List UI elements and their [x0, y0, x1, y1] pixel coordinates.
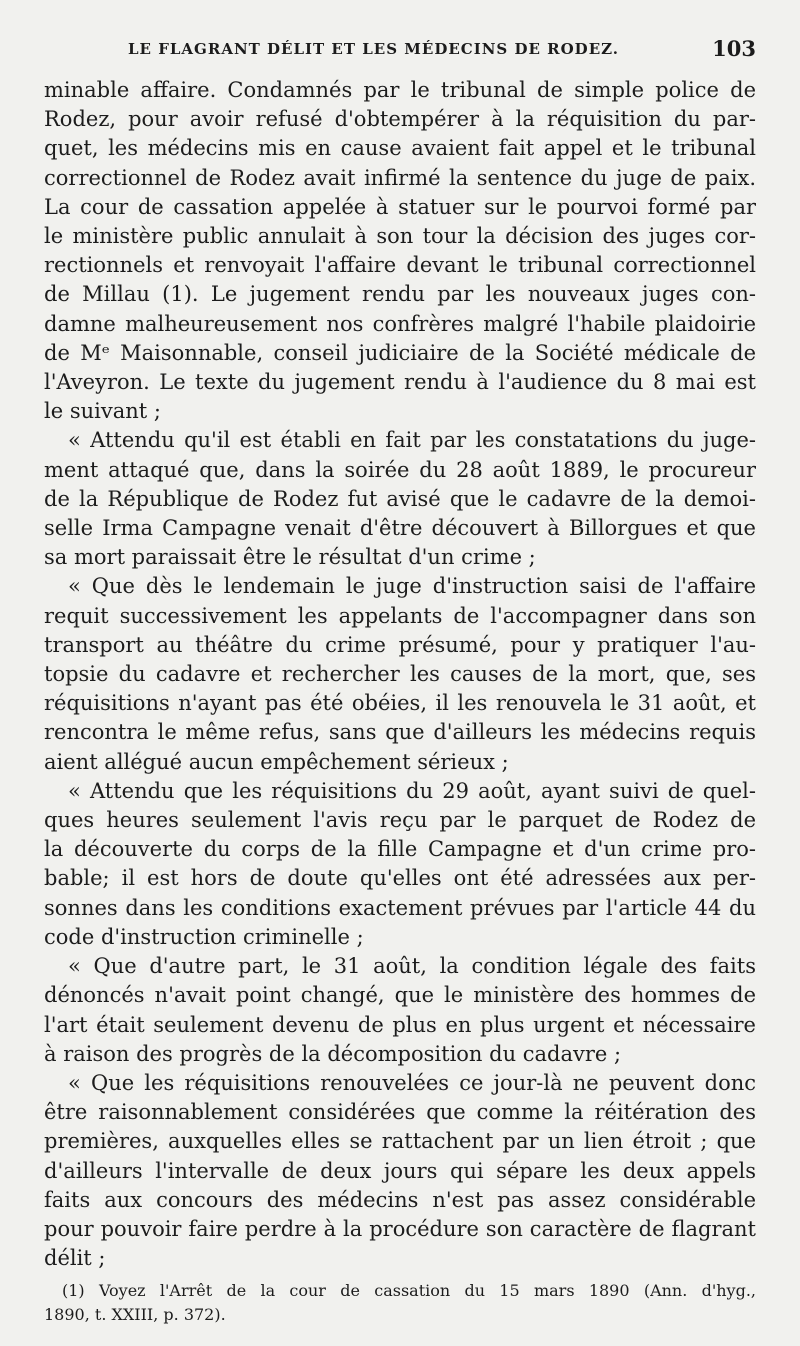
text-line: à raison des progrès de la décomposition du cadavre ; — [44, 1041, 622, 1066]
text-line: quet, les médecins mis en cause avaient fait appel et le tribunal — [44, 136, 756, 161]
text-line: ques heures seulement l'avis reçu par le parquet de Rodez de — [44, 808, 756, 833]
text-line: d'ailleurs l'intervalle de deux jours qui sépare les deux appels — [44, 1158, 756, 1183]
text-line: « Attendu que les réquisitions du 29 août, ayant suivi de quel- — [68, 778, 756, 803]
text-line: rencontra le même refus, sans que d'ailleurs les médecins requis — [44, 720, 756, 745]
text-line: de Millau (1). Le jugement rendu par les nouveaux juges con- — [44, 282, 756, 307]
text-line: faits aux concours des médecins n'est pas assez considérable — [44, 1187, 756, 1212]
text-line: délit ; — [44, 1246, 106, 1271]
text-line: sa mort paraissait être le résultat d'un crime ; — [44, 545, 536, 570]
footnote-line: 1890, t. XXIII, p. 372). — [44, 1305, 226, 1325]
text-line: bable; il est hors de doute qu'elles ont été adressées aux per- — [44, 866, 756, 891]
text-line: damne malheureusement nos confrères malgré l'habile plaidoirie — [44, 311, 756, 336]
text-line: la découverte du corps de la fille Campagne et d'un crime pro- — [44, 837, 756, 862]
text-line: code d'instruction criminelle ; — [44, 924, 364, 949]
text-line: aient allégué aucun empêchement sérieux ; — [44, 749, 509, 774]
text-line: de la République de Rodez fut avisé que le cadavre de la demoi- — [44, 486, 756, 511]
text-line: de Mᵉ Maisonnable, conseil judiciaire de la Société médicale de — [44, 340, 756, 365]
footnote — [44, 1279, 756, 1327]
running-title: LE FLAGRANT DÉLIT ET LES MÉDECINS DE RODEZ. — [128, 40, 620, 58]
text-line: l'Aveyron. Le texte du jugement rendu à l'audience du 8 mai est — [44, 370, 756, 395]
text-line: le suivant ; — [44, 399, 161, 424]
text-line: selle Irma Campagne venait d'être découvert à Billorgues et que — [44, 516, 756, 541]
text-line: sonnes dans les conditions exactement prévues par l'article 44 du — [44, 895, 756, 920]
text-line: « Que d'autre part, le 31 août, la condition légale des faits — [68, 954, 756, 979]
text-line: pour pouvoir faire perdre à la procédure son caractère de flagrant — [44, 1216, 756, 1241]
footnote-line: (1) Voyez l'Arrêt de la cour de cassation du 15 mars 1890 (Ann. d'hyg., — [62, 1281, 756, 1301]
page-header — [56, 36, 756, 76]
text-line: ment attaqué que, dans la soirée du 28 août 1889, le procureur — [44, 457, 756, 482]
text-line: « Attendu qu'il est établi en fait par les constatations du juge- — [68, 428, 756, 453]
page-number: 103 — [712, 36, 756, 61]
text-line: requit successivement les appelants de l'accompagner dans son — [44, 603, 756, 628]
text-line: « Que dès le lendemain le juge d'instruction saisi de l'affaire — [68, 574, 756, 599]
text-line: rectionnels et renvoyait l'affaire devant le tribunal correctionnel — [44, 253, 756, 278]
text-line: transport au théâtre du crime présumé, pour y pratiquer l'au- — [44, 632, 756, 657]
text-line: topsie du cadavre et rechercher les causes de la mort, que, ses — [44, 662, 756, 687]
text-line: premières, auxquelles elles se rattachent par un lien étroit ; que — [44, 1129, 756, 1154]
text-line: le ministère public annulait à son tour la décision des juges cor- — [44, 224, 756, 249]
text-line: réquisitions n'ayant pas été obéies, il les renouvela le 31 août, et — [44, 691, 756, 716]
text-line: Rodez, pour avoir refusé d'obtempérer à la réquisition du par- — [44, 107, 756, 132]
text-line: correctionnel de Rodez avait infirmé la sentence du juge de paix. — [44, 165, 756, 190]
text-line: « Que les réquisitions renouvelées ce jour-là ne peuvent donc — [68, 1070, 756, 1095]
body-text — [44, 76, 756, 1273]
text-line: minable affaire. Condamnés par le tribunal de simple police de — [44, 78, 756, 102]
text-line: La cour de cassation appelée à statuer sur le pourvoi formé par — [44, 194, 756, 219]
text-line: être raisonnablement considérées que comme la réitération des — [44, 1100, 756, 1125]
text-line: dénoncés n'avait point changé, que le ministère des hommes de — [44, 983, 756, 1008]
text-line: l'art était seulement devenu de plus en plus urgent et nécessaire — [44, 1012, 756, 1037]
